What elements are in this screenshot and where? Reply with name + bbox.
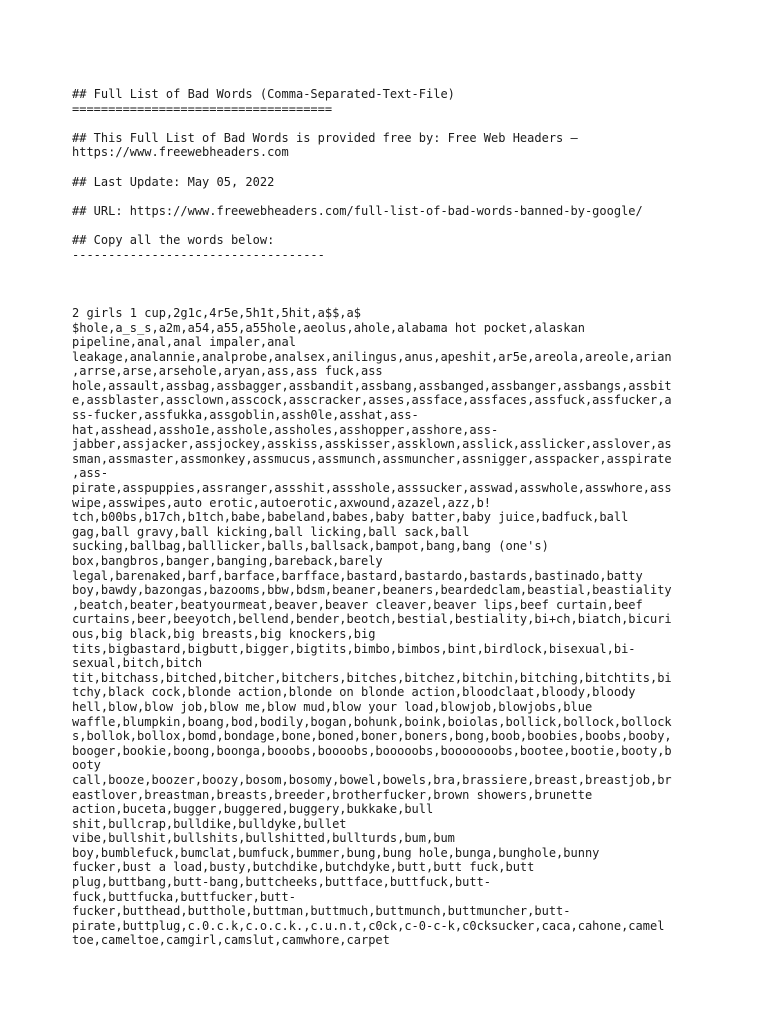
word-list-line: sucking,ballbag,balllicker,balls,ballsack,bampot,bang,bang (one's) — [72, 539, 549, 554]
word-list-line: vibe,bullshit,bullshits,bullshitted,bullturds,bum,bum — [72, 831, 455, 846]
word-list-line: sexual,bitch,bitch — [72, 656, 203, 671]
word-list-line: tit,bitchass,bitched,bitcher,bitchers,bitches,bitchez,bitchin,bitching,bitchtits,bi — [72, 670, 672, 685]
word-list-line: 2 girls 1 cup,2g1c,4r5e,5h1t,5hit,a$$,a$ — [72, 305, 361, 320]
spacer — [72, 160, 702, 175]
word-list-line: fuck,buttfucka,buttfucker,butt- — [72, 889, 296, 904]
word-list-line: tits,bigbastard,bigbutt,bigger,bigtits,bimbo,bimbos,bint,birdlock,bisexual,bi- — [72, 641, 636, 656]
word-list-line: pirate,asspuppies,assranger,assshit,assshole,asssucker,asswad,asswhole,asswhore,ass — [72, 481, 672, 496]
document-page — [72, 87, 702, 948]
word-list — [72, 306, 702, 948]
copy-underline: ----------------------------------- — [72, 247, 325, 262]
word-list-line: boy,bawdy,bazongas,bazooms,bbw,bdsm,beaner,beaners,beardedclam,beastial,beastiality — [72, 583, 672, 598]
word-list-line: wipe,asswipes,auto erotic,autoerotic,axwound,azazel,azz,b! — [72, 495, 492, 510]
provider-link[interactable]: https://www.freewebheaders.com — [72, 145, 289, 160]
word-list-line: call,booze,boozer,boozy,bosom,bosomy,bowel,bowels,bra,brassiere,breast,breastjob,br — [72, 772, 672, 787]
word-list-line: jabber,assjacker,assjockey,asskiss,asskisser,assklown,asslick,asslicker,asslover,as — [72, 437, 672, 452]
word-list-line: sman,assmaster,assmonkey,assmucus,assmunch,assmuncher,assnigger,asspacker,asspirate — [72, 451, 672, 466]
word-list-line: e,assblaster,assclown,asscock,asscracker,asses,assface,assfaces,assfuck,assfucker,a — [72, 393, 672, 408]
spacer — [72, 189, 702, 204]
word-list-line: ,arrse,arse,arsehole,aryan,ass,ass fuck,ass — [72, 364, 383, 379]
word-list-line: tch,b00bs,b17ch,b1tch,babe,babeland,babes,baby batter,baby juice,badfuck,ball — [72, 510, 629, 525]
word-list-line: ,ass- — [72, 466, 109, 481]
word-list-line: legal,barenaked,barf,barface,barfface,bastard,bastardo,bastards,bastinado,batty — [72, 568, 643, 583]
word-list-line: shit,bullcrap,bulldike,bulldyke,bullet — [72, 816, 347, 831]
last-update: ## Last Update: May 05, 2022 — [72, 174, 275, 189]
title-underline: ==================================== — [72, 101, 333, 116]
word-list-line: hole,assault,assbag,assbagger,assbandit,assbang,assbanged,assbanger,assbangs,assbit — [72, 378, 672, 393]
provider-line: ## This Full List of Bad Words is provided free by: Free Web Headers – — [72, 130, 578, 145]
word-list-line: leakage,analannie,analprobe,analsex,anilingus,anus,apeshit,ar5e,areola,areole,arian — [72, 349, 672, 364]
source-url[interactable]: ## URL: https://www.freewebheaders.com/full-list-of-bad-words-banned-by-google/ — [72, 203, 643, 218]
document-title: ## Full List of Bad Words (Comma-Separated-Text-File) — [72, 87, 455, 101]
word-list-line: pirate,buttplug,c.0.c.k,c.o.c.k.,c.u.n.t,c0ck,c-0-c-k,c0cksucker,caca,cahone,camel — [72, 918, 665, 933]
word-list-line: fucker,butthead,butthole,buttman,buttmuch,buttmunch,buttmuncher,butt- — [72, 904, 571, 919]
copy-instruction: ## Copy all the words below: — [72, 232, 275, 247]
word-list-line: ooty — [72, 758, 101, 773]
word-list-line: toe,cameltoe,camgirl,camslut,camwhore,carpet — [72, 933, 390, 948]
word-list-line: gag,ball gravy,ball kicking,ball licking,ball sack,ball — [72, 524, 470, 539]
word-list-line: curtains,beer,beeyotch,bellend,bender,beotch,bestial,bestiality,bi+ch,biatch,bicuri — [72, 612, 672, 627]
word-list-line: booger,bookie,boong,boonga,booobs,boooobs,booooobs,booooooobs,bootee,bootie,booty,b — [72, 743, 672, 758]
word-list-line: hat,asshead,assho1e,asshole,assholes,asshopper,asshore,ass- — [72, 422, 499, 437]
word-list-line: plug,buttbang,butt-bang,buttcheeks,buttface,buttfuck,butt- — [72, 875, 492, 890]
word-list-line: boy,bumblefuck,bumclat,bumfuck,bummer,bung,bung hole,bunga,bunghole,bunny — [72, 845, 600, 860]
word-list-line: fucker,bust a load,busty,butchdike,butchdyke,butt,butt fuck,butt — [72, 860, 535, 875]
word-list-line: ,beatch,beater,beatyourmeat,beaver,beaver cleaver,beaver lips,beef curtain,beef — [72, 597, 643, 612]
spacer — [72, 262, 702, 291]
word-list-line: ss-fucker,assfukka,assgoblin,assh0le,asshat,ass- — [72, 408, 419, 423]
word-list-line: s,bollok,bollox,bomd,bondage,bone,boned,boner,boners,bong,boob,boobies,boobs,booby, — [72, 729, 672, 744]
word-list-line: waffle,blumpkin,boang,bod,bodily,bogan,bohunk,boink,boiolas,bollick,bollock,bollock — [72, 714, 672, 729]
word-list-line: hell,blow,blow job,blow me,blow mud,blow your load,blowjob,blowjobs,blue — [72, 699, 593, 714]
word-list-line: eastlover,breastman,breasts,breeder,brotherfucker,brown showers,brunette — [72, 787, 593, 802]
spacer — [72, 218, 702, 233]
spacer — [72, 291, 702, 306]
spacer — [72, 116, 702, 131]
word-list-line: $hole,a_s_s,a2m,a54,a55,a55hole,aeolus,ahole,alabama hot pocket,alaskan — [72, 320, 585, 335]
word-list-line: ous,big black,big breasts,big knockers,big — [72, 626, 376, 641]
word-list-line: tchy,black cock,blonde action,blonde on blonde action,bloodclaat,bloody,bloody — [72, 685, 636, 700]
word-list-line: box,bangbros,banger,banging,bareback,barely — [72, 554, 383, 568]
word-list-line: action,buceta,bugger,buggered,buggery,bukkake,bull — [72, 802, 434, 817]
word-list-line: pipeline,anal,anal impaler,anal — [72, 335, 296, 350]
